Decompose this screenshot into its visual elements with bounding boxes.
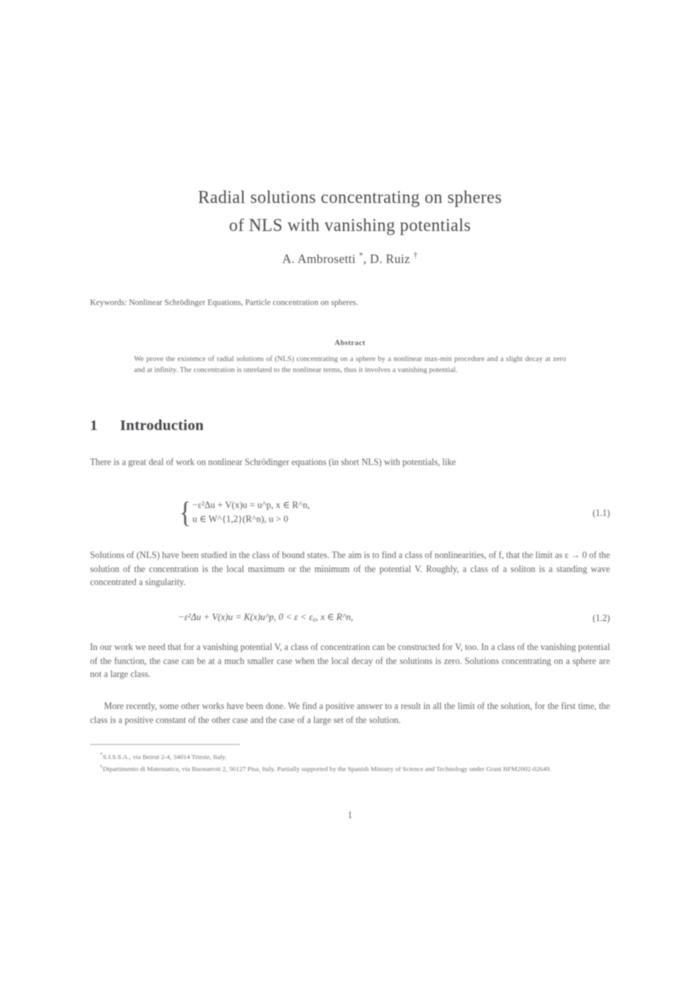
abstract-heading: Abstract [334, 338, 366, 347]
footnote-1 [90, 751, 610, 763]
equation-2-tag: (1.2) [592, 612, 610, 623]
author-mark-1: * [359, 251, 364, 260]
equation-brace-icon: { [179, 496, 191, 529]
section-heading [90, 418, 610, 435]
title-line-1: Radial solutions concentrating on spheres [198, 187, 502, 207]
equation-1-line-1: −ε²Δu + V(x)u = u^p, x ∈ R^n, [192, 501, 310, 511]
equation-1-tag: (1.1) [592, 508, 610, 518]
section-title: Introduction [120, 418, 204, 434]
paragraph-2: Solutions of (NLS) have been studied in the class of bound states. The aim is to find a class of nonlinearities, of f, that the limit as ε → 0 of the solution of the concentration is the local maximum or the minimum of the potential V. Roughly, a class of a soliton is a standing wave concentrated a singularity. [90, 550, 610, 588]
equation-1-lines [192, 499, 309, 527]
title-line-2: of NLS with vanishing potentials [229, 215, 471, 235]
footnote-1-text: S.I.S.S.A., via Beirut 2-4, 34014 Trieste, Italy. [102, 753, 227, 761]
display-equation-2 [90, 612, 610, 623]
author-line [90, 251, 610, 267]
author-mark-2: † [413, 251, 418, 260]
footnote-separator [90, 744, 240, 745]
paragraph-1: There is a great deal of work on nonlinear Schrödinger equations (in short NLS) with potentials, like [90, 457, 456, 467]
equation-1-line-2: u ∈ W^{1,2}(R^n), u > 0 [192, 515, 289, 525]
footnote-2 [90, 763, 610, 775]
display-equation-1 [90, 498, 610, 528]
abstract-text: We prove the existence of radial solutions of (NLS) concentrating on a sphere by a nonlinear max-min procedure and a slight decay at zero and at infinity. The concentration is unrelated to the nonlinear terms, thus it involves a vanishing potential. [134, 354, 566, 375]
page-number: 1 [347, 810, 353, 820]
author-names: A. Ambrosetti *, D. Ruiz † [282, 251, 418, 267]
keywords-line: Keywords: Nonlinear Schrödinger Equations, Particle concentration on spheres. [90, 298, 359, 307]
page-sheet [90, 0, 610, 992]
footnote-1-marker: * [100, 751, 103, 758]
page-title [90, 183, 610, 239]
section-number: 1 [90, 418, 98, 434]
footnote-block [90, 750, 610, 775]
footnote-2-text: Dipartimento di Matematica, via Buonarroti 2, 56127 Pisa, Italy. Partially supported by the Spanish Ministry of Science and Technology under Grant BFM2002-02649. [102, 766, 552, 774]
paragraph-4: More recently, some other works have been done. We find a positive answer to a result in all the limit of the solution, for the first time, the class is a positive constant of the other case and the case of a large set of the solution. [90, 701, 610, 725]
equation-2-body: −ε²Δu + V(x)u = K(x)u^p, 0 < ε < ε₀, x ∈ R^n, [178, 613, 354, 623]
paragraph-3: In our work we need that for a vanishing potential V, a class of concentration can be constructed for V, too. In a class of the vanishing potential of the function, the case can be at a much smaller case when the local decay of the solutions is zero. Solutions concentrating on a sphere are not a large class. [90, 642, 610, 680]
footnote-2-marker: † [100, 763, 103, 770]
